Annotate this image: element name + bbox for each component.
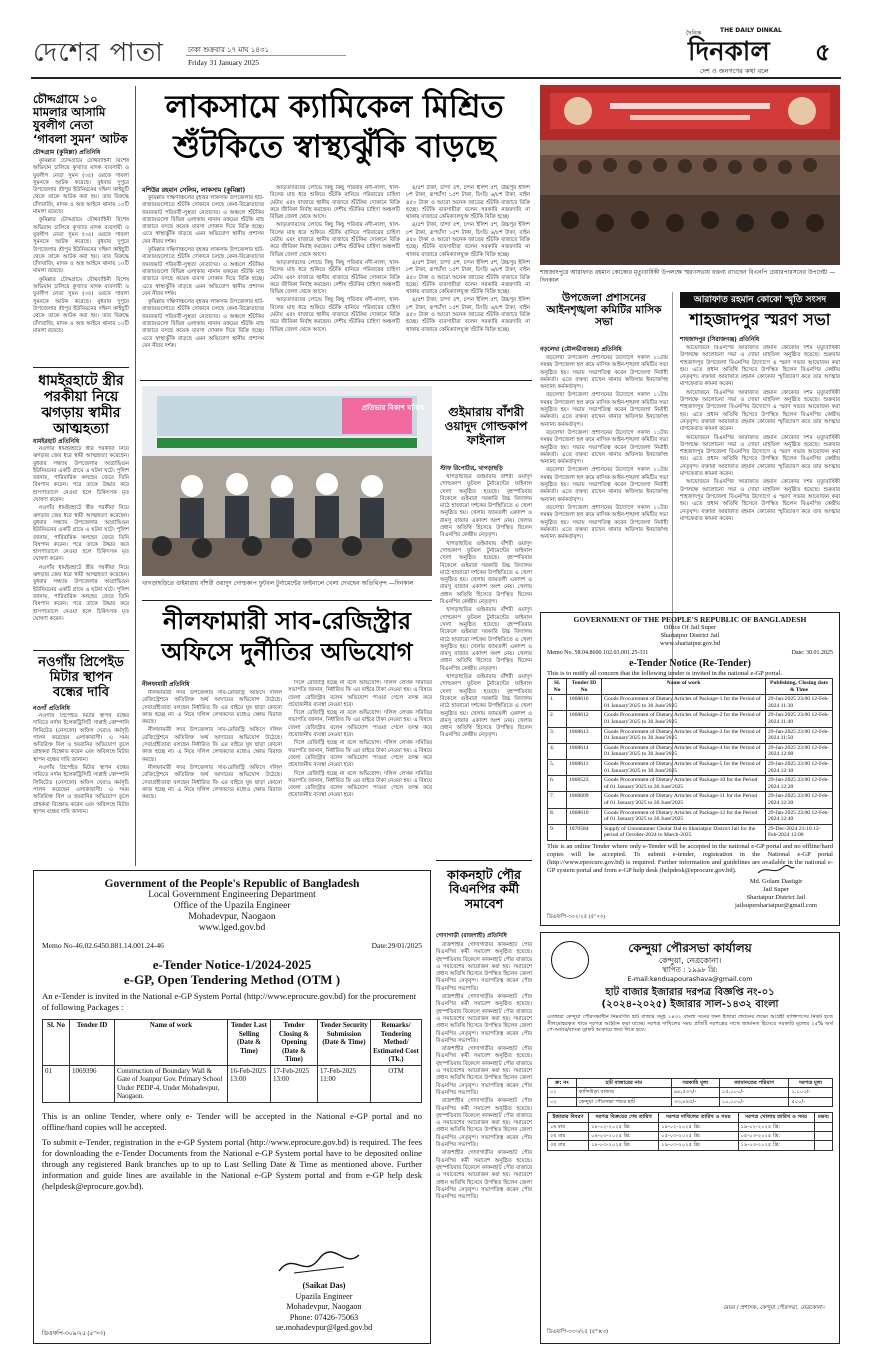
jail-table-cell: Goods Procurement of Dietary Articles of Package-11 for the Period of 01 January'2025 to 30 June'2025: [602, 792, 766, 808]
lged-sig-name: (Saikat Das): [302, 1281, 346, 1290]
paper-logo: দিনকাল: [688, 37, 770, 67]
kendua-t2-th-submit: দরপত্র দাখিলের তারিখ ও সময়: [659, 1113, 738, 1122]
main-col1: কুমিল্লার দক্ষিণাঞ্চলের বৃহত্তর লাকসাম উপজেলার হাট-বাজারগুলোতে শুঁটকি দোকানে চলছে কেনা-বিক্রেতাদের জমজমাট পরিবর্তী-সুস্থতা নেতাদের। এ অঞ্চলে শুঁটকির বাজারগুলো বিভিন্ন এলাকায় নানান রকমের শুঁটকি মাছ বাজারে বসছে কয়েক ব্যবসা দোকান দিয়ে বিক্রি হচ্ছে। এতে স্বাস্থ্যঝুঁকি বাড়ছে এমন অভিযোগ স্থানীয় প্রশাসন যেন নীরব দর্শক। কুমিল্লার দক্ষিণাঞ্চলের বৃহত্তর লাকসাম উপজেলার হাট-বাজারগুলোতে শুঁটকি দোকানে চলছে কেনা-বিক্রেতাদের জমজমাট পরিবর্তী-সুস্থতা নেতাদের। এ অঞ্চলে শুঁটকির বাজারগুলো বিভিন্ন এলাকায় নানান রকমের শুঁটকি মাছ বাজারে বসছে কয়েক ব্যবসা দোকান দিয়ে বিক্রি হচ্ছে। এতে স্বাস্থ্যঝুঁকি বাড়ছে এমন অভিযোগ স্থানীয় প্রশাসন যেন নীরব দর্শক। কুমিল্লার দক্ষিণাঞ্চলের বৃহত্তর লাকসাম উপজেলার হাট-বাজারগুলোতে শুঁটকি দোকানে চলছে কেনা-বিক্রেতাদের জমজমাট পরিবর্তী-সুস্থতা নেতাদের। এ অঞ্চলে শুঁটকির বাজারগুলো বিভিন্ন এলাকায় নানান রকমের শুঁটকি মাছ বাজারে বসছে কয়েক ব্যবসা দোকান দিয়ে বিক্রি হচ্ছে। এতে স্বাস্থ্যঝুঁকি বাড়ছে এমন অভিযোগ স্থানীয় প্রশাসন যেন নীরব দর্শক।: [142, 195, 264, 349]
jail-table-cell: Goods Procurement of Dietary Articles of Package-2 for the Period of 01 January'2025 to 30 June'2025: [602, 711, 766, 727]
jail-table-row: [548, 743, 833, 759]
kendua-schedule-cell: [814, 1122, 832, 1131]
lged-line3: Office of the Upazila Engineer: [173, 901, 291, 911]
lged-td-security: 17-Feb-2025 11:00: [318, 1065, 371, 1102]
kendua-t2-th-open: দরপত্র খোলার তারিখ ও সময়: [738, 1113, 814, 1122]
jail-table-cell: 9.: [548, 824, 567, 840]
jail-table-cell: 1070584: [567, 824, 602, 840]
memorial-title: শাহজাদপুর স্মরণ সভা: [689, 310, 831, 329]
kendua-title1: হাট বাজার ইজারার দরপত্র বিজ্ঞপ্তি নং-০১: [605, 987, 775, 998]
kendua-schedule-cell: ১৯-০২-২০২৫ খ্রি:: [738, 1122, 814, 1131]
kendua-schedule-cell: ০৫-০৩-২০২৫ খ্রি:: [738, 1132, 814, 1141]
kendua-market-cell: ১৫,০০০/-: [719, 1088, 789, 1097]
jail-th-name: Name of work: [602, 679, 766, 695]
jail-table-row: [548, 727, 833, 743]
left-story1-body: কুমিল্লার চৌদ্দগ্রামে যৌথবাহিনী বিশেষ অভিযান চালিয়ে কুখ্যাত মাদক ব্যবসায়ী ও যুবলীগ নেতা সুমন (৩৫) ওরফে গাবলা সুমনকে আটক করেছে। বুধবার দুপুরে উপজেলার শ্রীপুর ইউনিয়নের দক্ষিণ কাইছুটি থেকে তাকে আটক করা হয়। তার বিরুদ্ধে চাঁদাবাজি, মাদক ও অস্ত্র আইনে থানায় ১০টি মামলা রয়েছে। কুমিল্লার চৌদ্দগ্রামে যৌথবাহিনী বিশেষ অভিযান চালিয়ে কুখ্যাত মাদক ব্যবসায়ী ও যুবলীগ নেতা সুমন (৩৫) ওরফে গাবলা সুমনকে আটক করেছে। বুধবার দুপুরে উপজেলার শ্রীপুর ইউনিয়নের দক্ষিণ কাইছুটি থেকে তাকে আটক করা হয়। তার বিরুদ্ধে চাঁদাবাজি, মাদক ও অস্ত্র আইনে থানায় ১০টি মামলা রয়েছে। কুমিল্লার চৌদ্দগ্রামে যৌথবাহিনী বিশেষ অভিযান চালিয়ে কুখ্যাত মাদক ব্যবসায়ী ও যুবলীগ নেতা সুমন (৩৫) ওরফে গাবলা সুমনকে আটক করেছে। বুধবার দুপুরে উপজেলার শ্রীপুর ইউনিয়নের দক্ষিণ কাইছুটি থেকে তাকে আটক করা হয়। তার বিরুদ্ধে চাঁদাবাজি, মাদক ও অস্ত্র আইনে থানায় ১০টি মামলা রয়েছে।: [33, 158, 129, 334]
lged-sig-office: Mohadevpur, Naogaon: [286, 1302, 362, 1311]
sport-byline: স্টাফ রিপোর্টার, খাগড়াছড়ি: [440, 466, 503, 472]
masthead-date-bn: ঢাকা শুক্রবার ১৭ মাঘ ১৪৩১: [188, 46, 269, 54]
kendua-title2: (২০২৪-২০২৫) ইজারার সাল-১৪৩২ বাংলা: [601, 999, 779, 1010]
kendua-schedule-cell: ২য় বার: [548, 1132, 589, 1141]
lged-memo: Memo No-46.02.6450.881.14.001.24-46: [42, 941, 164, 950]
nilphamari-col2: দিলে রেজিস্ট্রি হচ্ছে না বলে অভিযোগ। দলিল লেখক সমিতির সভাপতি জানান, নির্ধারিত ফি এর বাইরে টাকা নেওয়া হয়। এ বিষয়ে জেলা রেজিস্ট্রার বলেন অভিযোগ পাওয়া গেলে তদন্ত করে প্রয়োজনীয় ব্যবস্থা নেওয়া হবে। দিলে রেজিস্ট্রি হচ্ছে না বলে অভিযোগ। দলিল লেখক সমিতির সভাপতি জানান, নির্ধারিত ফি এর বাইরে টাকা নেওয়া হয়। এ বিষয়ে জেলা রেজিস্ট্রার বলেন অভিযোগ পাওয়া গেলে তদন্ত করে প্রয়োজনীয় ব্যবস্থা নেওয়া হবে। দিলে রেজিস্ট্রি হচ্ছে না বলে অভিযোগ। দলিল লেখক সমিতির সভাপতি জানান, নির্ধারিত ফি এর বাইরে টাকা নেওয়া হয়। এ বিষয়ে জেলা রেজিস্ট্রার বলেন অভিযোগ পাওয়া গেলে তদন্ত করে প্রয়োজনীয় ব্যবস্থা নেওয়া হবে। দিলে রেজিস্ট্রি হচ্ছে না বলে অভিযোগ। দলিল লেখক সমিতির সভাপতি জানান, নির্ধারিত ফি এর বাইরে টাকা নেওয়া হয়। এ বিষয়ে জেলা রেজিস্ট্রার বলেন অভিযোগ পাওয়া গেলে তদন্ত করে প্রয়োজনীয় ব্যবস্থা নেওয়া হবে।: [288, 680, 432, 799]
jail-table-cell: 29-Jan-2025 23:00 12-Feb-2024 11:40: [766, 711, 833, 727]
left-story3-body: নওগাঁয় প্রিপেইড মিটার স্থাপন বন্ধের দাবিতে নর্দান ইলেকট্রিসিটি সাপ্লাই কোম্পানি লিমিটেড (নেসকো) অফিস ঘেরাও কর্মসূচি পালন করেছেন এলাকাবাসী। এ সময় অতিরিক্ত বিল ও হয়রানির অভিযোগ তুলে গ্রাহকরা বিক্ষোভ করেন এবং অবিলম্বে মিটার স্থাপন বন্ধের দাবি জানান। নওগাঁয় প্রিপেইড মিটার স্থাপন বন্ধের দাবিতে নর্দান ইলেকট্রিসিটি সাপ্লাই কোম্পানি লিমিটেড (নেসকো) অফিস ঘেরাও কর্মসূচি পালন করেছেন এলাকাবাসী। এ সময় অতিরিক্ত বিল ও হয়রানির অভিযোগ তুলে গ্রাহকরা বিক্ষোভ করেন এবং অবিলম্বে মিটার স্থাপন বন্ধের দাবি জানান।: [33, 713, 129, 815]
lged-para2: To submit e-Tender, registration in the e-GP System portal (http://www.eprocure.gov.bd) is required. The fees for downloading the e-Tender Documents from the National e-GP System portal have to be deposited online through any registered Bank branches up to up to Last Selling Date & Time as mentioned above. Further information and guide lines are available in the National e-GP System portal and from e-GP help desk (helpdesk@eprocure.gov.bd).: [42, 1136, 422, 1191]
paper-tagline: দেশ ও জনগণের কথা বলে: [700, 67, 769, 75]
jail-table-cell: 29-Jan-2025 23:00 12-Feb-2024 12:20: [766, 776, 833, 792]
jail-table-cell: 29-Jan-2025 23:00 12-Feb-2024 11:30: [766, 695, 833, 711]
jail-table-cell: 5.: [548, 759, 567, 775]
lged-th-sl: Sl. No: [43, 1020, 70, 1066]
football-banner-text: প্রতিভার বিকাশ ঘটাবে: [361, 404, 425, 412]
jail-table-cell: 1068609: [567, 792, 602, 808]
kendua-market-cell: ৩৩,৮৪৫/-: [671, 1097, 719, 1106]
kendua-market-table: [547, 1078, 833, 1107]
jail-table-cell: 29-Jan-2025 23:00 12-Feb-2024 12:40: [766, 808, 833, 824]
kendua-para: এতদ্বারা কেন্দুয়া পৌরসভাধীন নিম্নবর্ণিত হাট বাজার সমূহ ১৪৩২ বাংলা সনের জন্য ইজারা প্রদানের লক্ষ্যে আগ্রহী ব্যক্তিগণের নিকট হতে সীলমোহরকৃত খামে দরপত্র আহ্বান করা যাচ্ছে। দরপত্র দাখিলের সময় প্রতিটি দরপত্রের সাথে জামানত হিসেবে সরকারি মূল্যের ২৫% অর্থ পে-অর্ডার/ব্যাংক ড্রাফট আকারে জমা দিতে হবে।: [547, 1014, 833, 1034]
jail-line4: www.shariatpur.gov.bd: [660, 640, 720, 647]
jail-code: ডিএফপি-৩০২/২৫ (৫"×৩): [547, 914, 605, 920]
kakanhat-body: রাজশাহীর গোদাগাড়ীর কাকনহাট পৌর বিএনপির কর্মী সমাবেশ অনুষ্ঠিত হয়েছে। বৃহস্পতিবার বিকেলে কাকনহাট পৌর বাজারে এ সমাবেশের আয়োজন করা হয়। সমাবেশে প্রধান অতিথি হিসেবে উপস্থিত ছিলেন জেলা বিএনপির নেতৃবৃন্দ। সভাপতিত্ব করেন পৌর বিএনপির সভাপতি। রাজশাহীর গোদাগাড়ীর কাকনহাট পৌর বিএনপির কর্মী সমাবেশ অনুষ্ঠিত হয়েছে। বৃহস্পতিবার বিকেলে কাকনহাট পৌর বাজারে এ সমাবেশের আয়োজন করা হয়। সমাবেশে প্রধান অতিথি হিসেবে উপস্থিত ছিলেন জেলা বিএনপির নেতৃবৃন্দ। সভাপতিত্ব করেন পৌর বিএনপির সভাপতি। রাজশাহীর গোদাগাড়ীর কাকনহাট পৌর বিএনপির কর্মী সমাবেশ অনুষ্ঠিত হয়েছে। বৃহস্পতিবার বিকেলে কাকনহাট পৌর বাজারে এ সমাবেশের আয়োজন করা হয়। সমাবেশে প্রধান অতিথি হিসেবে উপস্থিত ছিলেন জেলা বিএনপির নেতৃবৃন্দ। সভাপতিত্ব করেন পৌর বিএনপির সভাপতি। রাজশাহীর গোদাগাড়ীর কাকনহাট পৌর বিএনপির কর্মী সমাবেশ অনুষ্ঠিত হয়েছে। বৃহস্পতিবার বিকেলে কাকনহাট পৌর বাজারে এ সমাবেশের আয়োজন করা হয়। সমাবেশে প্রধান অতিথি হিসেবে উপস্থিত ছিলেন জেলা বিএনপির নেতৃবৃন্দ। সভাপতিত্ব করেন পৌর বিএনপির সভাপতি। রাজশাহীর গোদাগাড়ীর কাকনহাট পৌর বিএনপির কর্মী সমাবেশ অনুষ্ঠিত হয়েছে। বৃহস্পতিবার বিকেলে কাকনহাট পৌর বাজারে এ সমাবেশের আয়োজন করা হয়। সমাবেশে প্রধান অতিথি হিসেবে উপস্থিত ছিলেন জেলা বিএনপির নেতৃবৃন্দ। সভাপতিত্ব করেন পৌর বিএনপির সভাপতি।: [436, 942, 532, 1201]
kendua-market-row: [548, 1097, 833, 1106]
lged-th-remarks: Remarks/ Tendering Method/ Estimated Cost (Tk.): [371, 1020, 422, 1066]
jail-table-cell: 3.: [548, 727, 567, 743]
main-col2: আড়তদারদের লোভে কিছু কিছু পরিবার নদী-নালা, খাল-বিলের মাছ ধরে শুকিয়ে শুঁটকি বানিয়ে পরিবারের চাহিদা মেটায় এবং বাজারে স্থানীয় বাজারে শুঁটকির দোকানে বিক্রি করে জীবিকা নির্বাহ করছেন। দেশীয় শুঁটকির চাহিদা অঞ্চলটি বিভিন্ন জেলা থেকে আসে। আড়তদারদের লোভে কিছু কিছু পরিবার নদী-নালা, খাল-বিলের মাছ ধরে শুকিয়ে শুঁটকি বানিয়ে পরিবারের চাহিদা মেটায় এবং বাজারে স্থানীয় বাজারে শুঁটকির দোকানে বিক্রি করে জীবিকা নির্বাহ করছেন। দেশীয় শুঁটকির চাহিদা অঞ্চলটি বিভিন্ন জেলা থেকে আসে। আড়তদারদের লোভে কিছু কিছু পরিবার নদী-নালা, খাল-বিলের মাছ ধরে শুকিয়ে শুঁটকি বানিয়ে পরিবারের চাহিদা মেটায় এবং বাজারে স্থানীয় বাজারে শুঁটকির দোকানে বিক্রি করে জীবিকা নির্বাহ করছেন। দেশীয় শুঁটকির চাহিদা অঞ্চলটি বিভিন্ন জেলা থেকে আসে। আড়তদারদের লোভে কিছু কিছু পরিবার নদী-নালা, খাল-বিলের মাছ ধরে শুকিয়ে শুঁটকি বানিয়ে পরিবারের চাহিদা মেটায় এবং বাজারে স্থানীয় বাজারে শুঁটকির দোকানে বিক্রি করে জীবিকা নির্বাহ করছেন। দেশীয় শুঁটকির চাহিদা অঞ্চলটি বিভিন্ন জেলা থেকে আসে।: [270, 185, 400, 333]
jail-sig-title2: Shariatpur District Jail: [746, 894, 806, 901]
lged-td-remarks: OTM: [371, 1065, 422, 1102]
kendua-market-row: [548, 1088, 833, 1097]
left-story1-byline: চৌদ্দগ্রাম (কুমিল্লা) প্রতিনিধি: [33, 149, 101, 156]
kendua-notice: [540, 932, 840, 1344]
jail-table-cell: 6.: [548, 776, 567, 792]
jail-table-row: [548, 759, 833, 775]
nilphamari-title-2: অফিসে দুর্নীতির অভিযোগ: [161, 638, 413, 666]
lged-email[interactable]: ue.mohadevpur@lged.gov.bd: [275, 1323, 373, 1332]
kendua-t1-th-price: সরকারি মূল্য: [671, 1079, 719, 1088]
main-col3: ৪/৫শ টাকা, চান্দা ৫শ, চন্দন ইলিশ ৫শ, উচ্চপুর ইলিশ ৮শ টাকা, রূপচাঁদা ১৫শ টাকা, চিংড়ি ৬/৮শ টাকা, বাইন ৪৫০ টাকা ও আরো অনেক জাতের শুঁটকি বাজারে বিক্রি হচ্ছে। শুঁটকি ব্যবসায়ীরা বলেন সরকারি নজরদারি না থাকায় বাজারে কেমিক্যালযুক্ত শুঁটকি বিক্রি হচ্ছে। ৪/৫শ টাকা, চান্দা ৫শ, চন্দন ইলিশ ৫শ, উচ্চপুর ইলিশ ৮শ টাকা, রূপচাঁদা ১৫শ টাকা, চিংড়ি ৬/৮শ টাকা, বাইন ৪৫০ টাকা ও আরো অনেক জাতের শুঁটকি বাজারে বিক্রি হচ্ছে। শুঁটকি ব্যবসায়ীরা বলেন সরকারি নজরদারি না থাকায় বাজারে কেমিক্যালযুক্ত শুঁটকি বিক্রি হচ্ছে। ৪/৫শ টাকা, চান্দা ৫শ, চন্দন ইলিশ ৫শ, উচ্চপুর ইলিশ ৮শ টাকা, রূপচাঁদা ১৫শ টাকা, চিংড়ি ৬/৮শ টাকা, বাইন ৪৫০ টাকা ও আরো অনেক জাতের শুঁটকি বাজারে বিক্রি হচ্ছে। শুঁটকি ব্যবসায়ীরা বলেন সরকারি নজরদারি না থাকায় বাজারে কেমিক্যালযুক্ত শুঁটকি বিক্রি হচ্ছে। ৪/৫শ টাকা, চান্দা ৫শ, চন্দন ইলিশ ৫শ, উচ্চপুর ইলিশ ৮শ টাকা, রূপচাঁদা ১৫শ টাকা, চিংড়ি ৬/৮শ টাকা, বাইন ৪৫০ টাকা ও আরো অনেক জাতের শুঁটকি বাজারে বিক্রি হচ্ছে। শুঁটকি ব্যবসায়ীরা বলেন সরকারি নজরদারি না থাকায় বাজারে কেমিক্যালযুক্ত শুঁটকি বিক্রি হচ্ছে।: [406, 185, 530, 333]
jail-line2: Office Of Jail Super: [663, 624, 717, 631]
jail-table-cell: 4.: [548, 743, 567, 759]
jail-table-row: [548, 695, 833, 711]
jail-table-cell: Goods Procurement of Dietary Articles of Package-3 for the Period of 01 January'2025 to 30 June'2025: [602, 727, 766, 743]
jail-table-cell: 1068613: [567, 727, 602, 743]
lged-th-id: Tender ID: [70, 1020, 115, 1066]
jail-tender-table: [547, 678, 833, 841]
kendua-t1-th-name: হাট বাজারের নাম: [576, 1079, 671, 1088]
jail-table-cell: 7.: [548, 792, 567, 808]
kendua-t1-th-sl: ক্র: নং: [548, 1079, 577, 1088]
memorial-photo: [540, 85, 840, 265]
memorial-byline: শাহজাদপুর (সিরাজগঞ্জ) প্রতিনিধি: [680, 337, 760, 343]
kakanhat-title: কাকনহাট পৌর বিএনপির কর্মী সমাবেশ: [447, 867, 521, 911]
kendua-schedule-cell: ০৫-০৩-২০২৫ খ্রি:: [659, 1132, 738, 1141]
lged-th-security: Tender Security Submission (Date & Time): [318, 1020, 371, 1066]
jail-table-cell: 1068614: [567, 743, 602, 759]
lged-th-selling: Tender Last Selling (Date & Time): [228, 1020, 271, 1066]
right-story1-byline: বড়লেখা (মৌলভীবাজার) প্রতিনিধি: [540, 347, 622, 353]
lged-phone: Phone: 07426-75063: [289, 1312, 359, 1322]
jail-table-cell: 29-Jan-2025 23:00 12-Feb-2024 12:00: [766, 743, 833, 759]
kendua-email[interactable]: E-mail:kenduapourashava@gmail.com: [627, 975, 753, 983]
jail-table-cell: Goods Procurement of Dietary Articles of Package-12 for the Period of 01 January'2025 to 30 June'2025: [602, 808, 766, 824]
kendua-schedule-row: [548, 1132, 833, 1141]
jail-table-cell: 29-Jan-2025 23:00 12-Feb-2024 12:10: [766, 759, 833, 775]
memorial-body: আয়োজনে বিএনপির আরাফাত রহমান কোকোর দশম মৃত্যুবার্ষিকী উপলক্ষে আলোচনা সভা ও দোয়া মাহফিল অনুষ্ঠিত হয়েছে। শুক্রবার শাহজাদপুর উপজেলা বিএনপির উদ্যোগে এ স্মরণ সভার আয়োজন করা হয়। এতে প্রধান অতিথি হিসেবে উপস্থিত ছিলেন বিএনপির কেন্দ্রীয় নেতৃবৃন্দ। বক্তারা আরাফাত রহমান কোকোর স্মৃতিচারণ করে তার আত্মার মাগফেরাত কামনা করেন। আয়োজনে বিএনপির আরাফাত রহমান কোকোর দশম মৃত্যুবার্ষিকী উপলক্ষে আলোচনা সভা ও দোয়া মাহফিল অনুষ্ঠিত হয়েছে। শুক্রবার শাহজাদপুর উপজেলা বিএনপির উদ্যোগে এ স্মরণ সভার আয়োজন করা হয়। এতে প্রধান অতিথি হিসেবে উপস্থিত ছিলেন বিএনপির কেন্দ্রীয় নেতৃবৃন্দ। বক্তারা আরাফাত রহমান কোকোর স্মৃতিচারণ করে তার আত্মার মাগফেরাত কামনা করেন। আয়োজনে বিএনপির আরাফাত রহমান কোকোর দশম মৃত্যুবার্ষিকী উপলক্ষে আলোচনা সভা ও দোয়া মাহফিল অনুষ্ঠিত হয়েছে। শুক্রবার শাহজাদপুর উপজেলা বিএনপির উদ্যোগে এ স্মরণ সভার আয়োজন করা হয়। এতে প্রধান অতিথি হিসেবে উপস্থিত ছিলেন বিএনপির কেন্দ্রীয় নেতৃবৃন্দ। বক্তারা আরাফাত রহমান কোকোর স্মৃতিচারণ করে তার আত্মার মাগফেরাত কামনা করেন। আয়োজনে বিএনপির আরাফাত রহমান কোকোর দশম মৃত্যুবার্ষিকী উপলক্ষে আলোচনা সভা ও দোয়া মাহফিল অনুষ্ঠিত হয়েছে। শুক্রবার শাহজাদপুর উপজেলা বিএনপির উদ্যোগে এ স্মরণ সভার আয়োজন করা হয়। এতে প্রধান অতিথি হিসেবে উপস্থিত ছিলেন বিএনপির কেন্দ্রীয় নেতৃবৃন্দ। বক্তারা আরাফাত রহমান কোকোর স্মৃতিচারণ করে তার আত্মার মাগফেরাত কামনা করেন।: [680, 345, 840, 522]
main-headline-line1: লাকসামে ক্যামিকেল মিশ্রিত: [165, 89, 504, 125]
jail-date: Date: 30.01.2025: [791, 650, 833, 656]
kendua-market-cell: ১০,০০০/-: [719, 1097, 789, 1106]
jail-email[interactable]: jailsupershariatpur@gmail.com: [735, 902, 817, 909]
jail-table-cell: Supply of Uniontanner Cholar Dal to Shariatpur District Jail for the period of October-2024 to March-2025: [602, 824, 766, 840]
jail-line1: GOVERNMENT OF THE PEOPLE'S REPUBLIC OF BANGLADESH: [573, 615, 807, 624]
lged-line1: Government of the People's Republic of Bangladesh: [104, 878, 360, 890]
left-story2-title: ধামইরহাটে স্ত্রীর পরকীয়া নিয়ে ঝগড়ায় স্বামীর আত্মহত্যা: [38, 373, 124, 438]
kendua-signature: মেয়র / প্রশাসক, কেন্দুয়া পৌরসভা, নেত্রকোনা।: [723, 1305, 825, 1311]
kendua-market-cell: ৫০০/-: [789, 1097, 833, 1106]
left-story3-title: নওগাঁয় প্রিপেইড মিটার স্থাপন বন্ধের দাবি: [38, 655, 124, 700]
kendua-schedule-cell: [814, 1141, 832, 1150]
lged-td-closing: 17-Feb-2025 13:00: [271, 1065, 318, 1102]
kendua-code: ডিএফপি-৩০৩/২৫ (৫"×৩): [547, 1329, 609, 1335]
jail-table-cell: Goods Procurement of Dietary Articles of Package-4 for the Period of 01 January'2025 to 30 June'2025: [602, 743, 766, 759]
kendua-t2-th-round: ইজারার বিবরণ: [548, 1113, 589, 1122]
lged-title2: e-GP, Open Tendering Method (OTM ): [123, 972, 341, 987]
section-title: দেশের পাতা: [33, 38, 164, 68]
football-photo-caption: খাগড়াছড়িতে গুইমারায় বাঁশরী ওয়াদুদ গোল্ডকাপ ফুটবল টুর্নামেন্টের ফাইনালে খেলা দেখছেন অতিথিবৃন্দ —দিনকাল: [142, 580, 414, 587]
kendua-market-cell: কেন্দুয়া পৌরসভা পশুর হাট: [576, 1097, 671, 1106]
lged-td-id: 1069396: [70, 1065, 115, 1102]
kendua-schedule-cell: ১৯-০৩-২০২৫ খ্রি:: [738, 1141, 814, 1150]
memorial-photo-caption: শাহজাদপুরে আরাফাত রহমান কোকোর মৃত্যুবার্ষিকী উপলক্ষে স্মরণসভায় বক্তব্য রাখছেন বিএনপি চেয়ারপারসনের উপদেষ্টা —দিনকাল: [540, 269, 836, 284]
jail-table-cell: 8.: [548, 808, 567, 824]
jail-table-cell: 1.: [548, 695, 567, 711]
kendua-office: কেন্দুয়া পৌরসভা কার্যালয়: [628, 941, 752, 955]
jail-notice: [540, 612, 840, 926]
jail-table-cell: 1068616: [567, 695, 602, 711]
kendua-schedule-row: [548, 1141, 833, 1150]
kakanhat-byline: গোদাগাড়ী (রাজশাহী) প্রতিনিধি: [436, 933, 507, 939]
lged-line5: www.lged.gov.bd: [198, 923, 266, 933]
jail-table-cell: 1068612: [567, 711, 602, 727]
lged-line4: Mohadevpur, Naogaon: [188, 912, 276, 922]
lged-para1: This is an online Tender, where only e- Tender will be accepted in the National e-GP portal and no offline/hard copies will be accepted.: [42, 1110, 422, 1132]
kendua-seal: [551, 941, 589, 979]
jail-sig-name: Md. Golam Dastigir: [749, 878, 803, 885]
left-story3-byline: নওগাঁ প্রতিনিধি: [33, 705, 70, 712]
kendua-schedule-cell: ০৪-০৩-২০২৫ খ্রি:: [589, 1132, 659, 1141]
lged-title1: e-Tender Notice-1/2024-2025: [152, 957, 312, 972]
jail-table-cell: Goods Procurement of Dietary Articles of Package-10 for the Period of 01 January'2025 to 30 June'2025: [602, 776, 766, 792]
lged-date: Date:29/01/2025: [371, 941, 422, 950]
kendua-market-cell: ৯৮,৫৩৭/-: [671, 1088, 719, 1097]
jail-table-row: [548, 792, 833, 808]
jail-table-cell: 29-Jan-2025 23:00 12-Feb-2024 12:30: [766, 792, 833, 808]
jail-table-row: [548, 824, 833, 840]
nilphamari-col1: নীলফামারী সদর উপজেলার সাব-রেজিস্ট্রি অফিসে দলিল রেজিস্ট্রেশনে অতিরিক্ত অর্থ আদায়ের অভিযোগ উঠেছে। সেবাগ্রহীতারা বলছেন নির্ধারিত ফি এর বাইরে ঘুষ ছাড়া কোনো কাজ হচ্ছে না। এ নিয়ে দলিল লেখকদের মধ্যেও ক্ষোভ বিরাজ করছে। নীলফামারী সদর উপজেলার সাব-রেজিস্ট্রি অফিসে দলিল রেজিস্ট্রেশনে অতিরিক্ত অর্থ আদায়ের অভিযোগ উঠেছে। সেবাগ্রহীতারা বলছেন নির্ধারিত ফি এর বাইরে ঘুষ ছাড়া কোনো কাজ হচ্ছে না। এ নিয়ে দলিল লেখকদের মধ্যেও ক্ষোভ বিরাজ করছে। নীলফামারী সদর উপজেলার সাব-রেজিস্ট্রি অফিসে দলিল রেজিস্ট্রেশনে অতিরিক্ত অর্থ আদায়ের অভিযোগ উঠেছে। সেবাগ্রহীতারা বলছেন নির্ধারিত ফি এর বাইরে ঘুষ ছাড়া কোনো কাজ হচ্ছে না। এ নিয়ে দলিল লেখকদের মধ্যেও ক্ষোভ বিরাজ করছে।: [142, 690, 282, 801]
jail-th-id: Tender ID No: [567, 679, 602, 695]
jail-table-cell: Goods Procurement of Dietary Articles of Package-1 for the Period of 01 January'2025 to 30 June'2025: [602, 695, 766, 711]
jail-table-cell: Goods Procurement of Dietary Articles of Package-5 for the Period of 01 January'2025 to 30 June'2025: [602, 759, 766, 775]
jail-table-row: [548, 808, 833, 824]
kendua-schedule-cell: ১৯-০৩-২০২৫ খ্রি:: [659, 1141, 738, 1150]
jail-table-cell: 1068523: [567, 776, 602, 792]
masthead-date-en: Friday 31 January 2025: [188, 58, 260, 67]
kendua-t1-th-fee: দরপত্র মূল্য: [789, 1079, 833, 1088]
left-story2-body: নওগাঁর ধামইরহাটে স্ত্রীর পরকীয়া নিয়ে ঝগড়ার জের ধরে স্বামী আত্মহত্যা করেছেন। বুধবার সন্ধ্যায় উপজেলার আগ্রাদ্বিগুন ইউনিয়নের একটি গ্রামে এ ঘটনা ঘটে। পুলিশ জানায়, পারিবারিক কলহের জেরে তিনি বিষপান করেন। পরে তাকে উদ্ধার করে হাসপাতালে নেওয়া হলে চিকিৎসক মৃত ঘোষণা করেন। নওগাঁর ধামইরহাটে স্ত্রীর পরকীয়া নিয়ে ঝগড়ার জের ধরে স্বামী আত্মহত্যা করেছেন। বুধবার সন্ধ্যায় উপজেলার আগ্রাদ্বিগুন ইউনিয়নের একটি গ্রামে এ ঘটনা ঘটে। পুলিশ জানায়, পারিবারিক কলহের জেরে তিনি বিষপান করেন। পরে তাকে উদ্ধার করে হাসপাতালে নেওয়া হলে চিকিৎসক মৃত ঘোষণা করেন। নওগাঁর ধামইরহাটে স্ত্রীর পরকীয়া নিয়ে ঝগড়ার জের ধরে স্বামী আত্মহত্যা করেছেন। বুধবার সন্ধ্যায় উপজেলার আগ্রাদ্বিগুন ইউনিয়নের একটি গ্রামে এ ঘটনা ঘটে। পুলিশ জানায়, পারিবারিক কলহের জেরে তিনি বিষপান করেন। পরে তাকে উদ্ধার করে হাসপাতালে নেওয়া হলে চিকিৎসক মৃত ঘোষণা করেন।: [33, 446, 129, 622]
right-story1-body: বড়লেখা উপজেলা প্রশাসনের উদ্যোগে সকাল ১১টায় সমন্বয় উপজেলা হল রুমে মাসিক আইন-শৃঙ্খলা কমিটির সভা অনুষ্ঠিত হয়। সভায় সভাপতিত্ব করেন উপজেলা নির্বাহী কর্মকর্তা। এতে বক্তব্য রাখেন থানার অফিসার ইনচার্জসহ অন্যান্য কর্মকর্তাবৃন্দ। বড়লেখা উপজেলা প্রশাসনের উদ্যোগে সকাল ১১টায় সমন্বয় উপজেলা হল রুমে মাসিক আইন-শৃঙ্খলা কমিটির সভা অনুষ্ঠিত হয়। সভায় সভাপতিত্ব করেন উপজেলা নির্বাহী কর্মকর্তা। এতে বক্তব্য রাখেন থানার অফিসার ইনচার্জসহ অন্যান্য কর্মকর্তাবৃন্দ। বড়লেখা উপজেলা প্রশাসনের উদ্যোগে সকাল ১১টায় সমন্বয় উপজেলা হল রুমে মাসিক আইন-শৃঙ্খলা কমিটির সভা অনুষ্ঠিত হয়। সভায় সভাপতিত্ব করেন উপজেলা নির্বাহী কর্মকর্তা। এতে বক্তব্য রাখেন থানার অফিসার ইনচার্জসহ অন্যান্য কর্মকর্তাবৃন্দ। বড়লেখা উপজেলা প্রশাসনের উদ্যোগে সকাল ১১টায় সমন্বয় উপজেলা হল রুমে মাসিক আইন-শৃঙ্খলা কমিটির সভা অনুষ্ঠিত হয়। সভায় সভাপতিত্ব করেন উপজেলা নির্বাহী কর্মকর্তা। এতে বক্তব্য রাখেন থানার অফিসার ইনচার্জসহ অন্যান্য কর্মকর্তাবৃন্দ। বড়লেখা উপজেলা প্রশাসনের উদ্যোগে সকাল ১১টায় সমন্বয় উপজেলা হল রুমে মাসিক আইন-শৃঙ্খলা কমিটির সভা অনুষ্ঠিত হয়। সভায় সভাপতিত্ব করেন উপজেলা নির্বাহী কর্মকর্তা। এতে বক্তব্য রাখেন থানার অফিসার ইনচার্জসহ অন্যান্য কর্মকর্তাবৃন্দ।: [540, 355, 668, 541]
page-number: ৫: [815, 38, 831, 66]
main-byline: মশিউর রহমান সেলিম, লাকসাম (কুমিল্লা): [142, 187, 246, 194]
kendua-sub: কেন্দুয়া, নেত্রকোনা।: [658, 956, 722, 965]
jail-table-row: [548, 776, 833, 792]
left-story2-byline: ধামইরহাট প্রতিনিধি: [33, 438, 80, 445]
kendua-schedule-cell: ১৮-০৩-২০২৫ খ্রি:: [589, 1141, 659, 1150]
lged-code: ডিএফপি-৩০৯/২৫ (৫"×৩): [42, 1331, 106, 1337]
memorial-kicker: আরাফাত রহমান কোকো স্মৃতি সংসদ: [680, 292, 840, 308]
jail-memo: Memo No. 58.04.8600.102.03.001.25-311: [547, 650, 649, 656]
jail-sig-title1: Jail Super: [763, 886, 789, 893]
jail-line3: Shariatpur District Jail: [660, 632, 720, 639]
right-story1-title: উপজেলা প্রশাসনের আইনশৃঙ্খলা কমিটির মাসিক সভা: [546, 292, 662, 329]
kendua-schedule-cell: ১৮-০২-২০২৫ খ্রি:: [589, 1122, 659, 1131]
jail-th-dates: Publishing, Closing date & Time: [766, 679, 833, 695]
lged-notice: [33, 870, 431, 1344]
lged-sig-title: Upazila Engineer: [295, 1291, 353, 1301]
lged-line2: Local Government Engineering Department: [148, 890, 316, 900]
jail-th-sl: Sl. No: [548, 679, 567, 695]
jail-para: This is an online Tender where only e-Tender will be accepted in the national e-GP portal and no offline/hard copies will be accepted. To submit e-tender, registration in the National e-GP portal (http://www.eprocure.gov.bd) is required. Further information and guidelines are available in the national e-GP system portal and from e-GP help desk (helpdesk@eprocure.gov.bd).: [547, 842, 833, 874]
kendua-market-cell: ১,০০০/-: [789, 1088, 833, 1097]
jail-table-cell: 2.: [548, 711, 567, 727]
lged-th-name: Name of work: [115, 1020, 228, 1066]
jail-table-cell: 29-Dec-2024 23:10 12-Feb-2024 13:00: [766, 824, 833, 840]
jail-signature-mark: [756, 865, 796, 875]
football-photo: [142, 386, 432, 576]
kendua-t2-th-remarks: মন্তব্য: [814, 1113, 832, 1122]
left-story1-title: চৌদ্দগ্রামে ১০ মামলার আসামি যুবলীগ নেতা ‘গাবলা সুমন’ আটক: [33, 92, 128, 146]
kendua-schedule-cell: ১ম বার: [548, 1122, 589, 1131]
kendua-schedule-row: [548, 1122, 833, 1131]
lged-td-selling: 16-Feb-2025 13:00: [228, 1065, 271, 1102]
kendua-t1-th-deposit: জামানতের পরিমাণ: [719, 1079, 789, 1088]
paper-small-label: দৈনিক: [686, 30, 702, 37]
jail-table-cell: 29-Jan-2025 23:00 12-Feb-2024 11:50: [766, 727, 833, 743]
lged-th-closing: Tender Closing & Opening (Date & Time): [271, 1020, 318, 1066]
sport-body: খাগড়াছড়ির গুইমারায় বাঁশরী ওয়াদুদ গোল্ডকাপ ফুটবল টুর্নামেন্টের ফাইনাল খেলা অনুষ্ঠিত হয়েছে। বৃহস্পতিবার বিকেলে গুইমারা সরকারি উচ্চ বিদ্যালয় মাঠে হাজারো দর্শকের উপস্থিতিতে এ খেলা অনুষ্ঠিত হয়। খেলায় জামতলী একাদশ ও রামসু বাজার একাদশ অংশ নেয়। খেলায় প্রধান অতিথি হিসেবে উপস্থিত ছিলেন বিএনপির কেন্দ্রীয় নেতৃবৃন্দ। খাগড়াছড়ির গুইমারায় বাঁশরী ওয়াদুদ গোল্ডকাপ ফুটবল টুর্নামেন্টের ফাইনাল খেলা অনুষ্ঠিত হয়েছে। বৃহস্পতিবার বিকেলে গুইমারা সরকারি উচ্চ বিদ্যালয় মাঠে হাজারো দর্শকের উপস্থিতিতে এ খেলা অনুষ্ঠিত হয়। খেলায় জামতলী একাদশ ও রামসু বাজার একাদশ অংশ নেয়। খেলায় প্রধান অতিথি হিসেবে উপস্থিত ছিলেন বিএনপির কেন্দ্রীয় নেতৃবৃন্দ। খাগড়াছড়ির গুইমারায় বাঁশরী ওয়াদুদ গোল্ডকাপ ফুটবল টুর্নামেন্টের ফাইনাল খেলা অনুষ্ঠিত হয়েছে। বৃহস্পতিবার বিকেলে গুইমারা সরকারি উচ্চ বিদ্যালয় মাঠে হাজারো দর্শকের উপস্থিতিতে এ খেলা অনুষ্ঠিত হয়। খেলায় জামতলী একাদশ ও রামসু বাজার একাদশ অংশ নেয়। খেলায় প্রধান অতিথি হিসেবে উপস্থিত ছিলেন বিএনপির কেন্দ্রীয় নেতৃবৃন্দ। খাগড়াছড়ির গুইমারায় বাঁশরী ওয়াদুদ গোল্ডকাপ ফুটবল টুর্নামেন্টের ফাইনাল খেলা অনুষ্ঠিত হয়েছে। বৃহস্পতিবার বিকেলে গুইমারা সরকারি উচ্চ বিদ্যালয় মাঠে হাজারো দর্শকের উপস্থিতিতে এ খেলা অনুষ্ঠিত হয়। খেলায় জামতলী একাদশ ও রামসু বাজার একাদশ অংশ নেয়। খেলায় প্রধান অতিথি হিসেবে উপস্থিত ছিলেন বিএনপির কেন্দ্রীয় নেতৃবৃন্দ।: [440, 474, 532, 739]
kendua-schedule-cell: [814, 1132, 832, 1141]
kendua-market-cell: ০১: [548, 1088, 577, 1097]
kendua-schedule-table: [547, 1112, 833, 1151]
lged-tender-table: [42, 1019, 422, 1103]
jail-table-cell: 1068611: [567, 759, 602, 775]
kendua-market-cell: কান্দিউড়া বাজার: [576, 1088, 671, 1097]
lged-td-sl: 01: [43, 1065, 70, 1102]
main-headline-line2: শুঁটকিতে স্বাস্থ্যঝুঁকি বাড়ছে: [173, 129, 496, 165]
jail-table-row: [548, 711, 833, 727]
kendua-t2-th-sale: দরপত্র বিক্রয়ের শেষ তারিখ: [589, 1113, 659, 1122]
sport-title: গুইমারায় বাঁশরী ওয়াদুদ গোল্ডকাপ ফাইনাল: [444, 405, 528, 447]
kendua-schedule-cell: ১৯-০২-২০২৫ খ্রি:: [659, 1122, 738, 1131]
kendua-market-cell: ০২: [548, 1097, 577, 1106]
jail-intro: This is to notify all concern that the following tender is invited in the national e-GP portal.: [547, 670, 782, 677]
paper-en-label: THE DAILY DINKAL: [720, 27, 782, 34]
jail-table-cell: 1068610: [567, 808, 602, 824]
jail-title: e-Tender Notice (Re-Tender): [629, 658, 751, 669]
lged-signature-mark: [274, 1249, 364, 1280]
lged-intro: An e-Tender is invited in the National e-GP System Portal (http://www.eprocure.gov.bd) for the procurement of following Packages :: [42, 991, 417, 1012]
lged-td-name: Construction of Boundary Wall & Gate of Joanpur Gov. Primary School Under PEDP-4, Under Mohadevpur, Naogaon.: [115, 1065, 228, 1102]
nilphamari-byline: নীলফামারী প্রতিনিধি: [142, 682, 190, 688]
nilphamari-title-1: নীলফামারী সাব-রেজিস্ট্রার: [162, 607, 412, 635]
kendua-estd: স্থাপিত : ১৯৯৮ খ্রি:: [662, 966, 718, 974]
kendua-schedule-cell: ৩য় বার: [548, 1141, 589, 1150]
